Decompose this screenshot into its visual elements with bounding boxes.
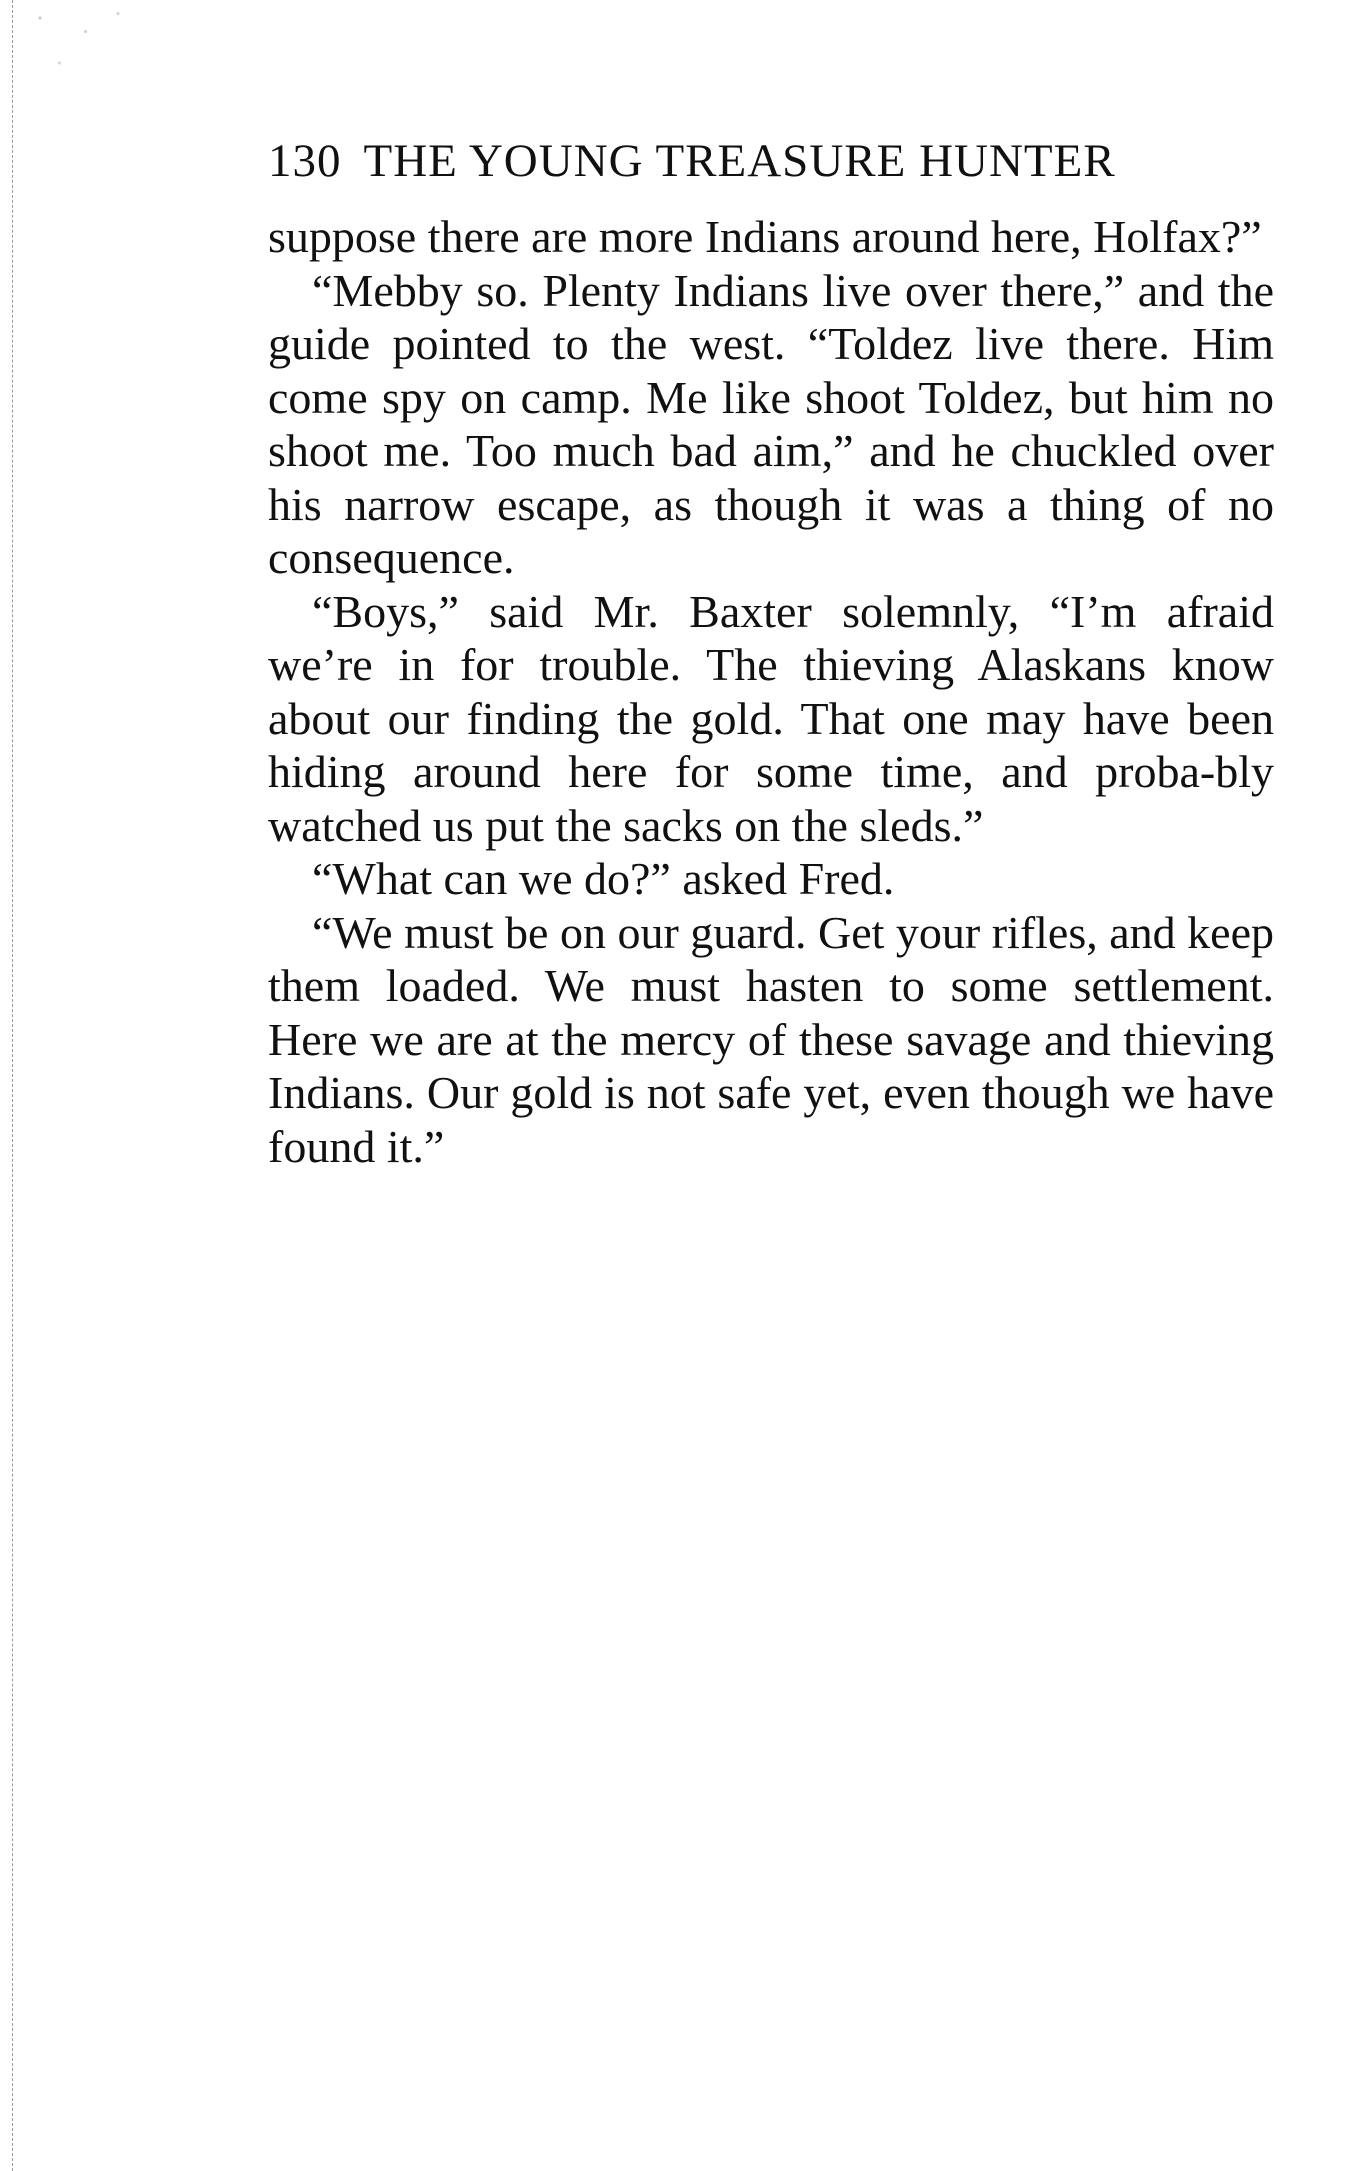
page-binding-edge [0, 0, 13, 2171]
running-title: THE YOUNG TREASURE HUNTER [363, 135, 1116, 187]
paragraph: “We must be on our guard. Get your rifles, and keep them loaded. We must hasten to some settlement. Here we are at the mercy of these savage and thieving Indians. Our gold is not safe yet, even though we have found it.” [268, 906, 1275, 1172]
paragraph: suppose there are more Indians around here, Holfax?” [268, 211, 1262, 262]
paragraph: “What can we do?” asked Fred. [312, 853, 895, 904]
running-header [268, 134, 1168, 188]
paragraph: “Boys,” said Mr. Baxter solemnly, “I’m afraid we’re in for trouble. The thieving Alaskans know about our finding the gold. That one may have been hiding around here for some time, and proba-bly watched us put the sacks on the sleds.” [268, 585, 1274, 851]
body-text [268, 210, 1274, 1173]
paper-speckle [14, 0, 144, 90]
paragraph: “Mebby so. Plenty Indians live over there,” and the guide pointed to the west. “Toldez live there. Him come spy on camp. Me like shoot Toldez, but him no shoot me. Too much bad aim,” and he chuckled over his narrow escape, as though it was a thing of no consequence. [268, 264, 1274, 583]
page-number: 130 [268, 135, 342, 187]
